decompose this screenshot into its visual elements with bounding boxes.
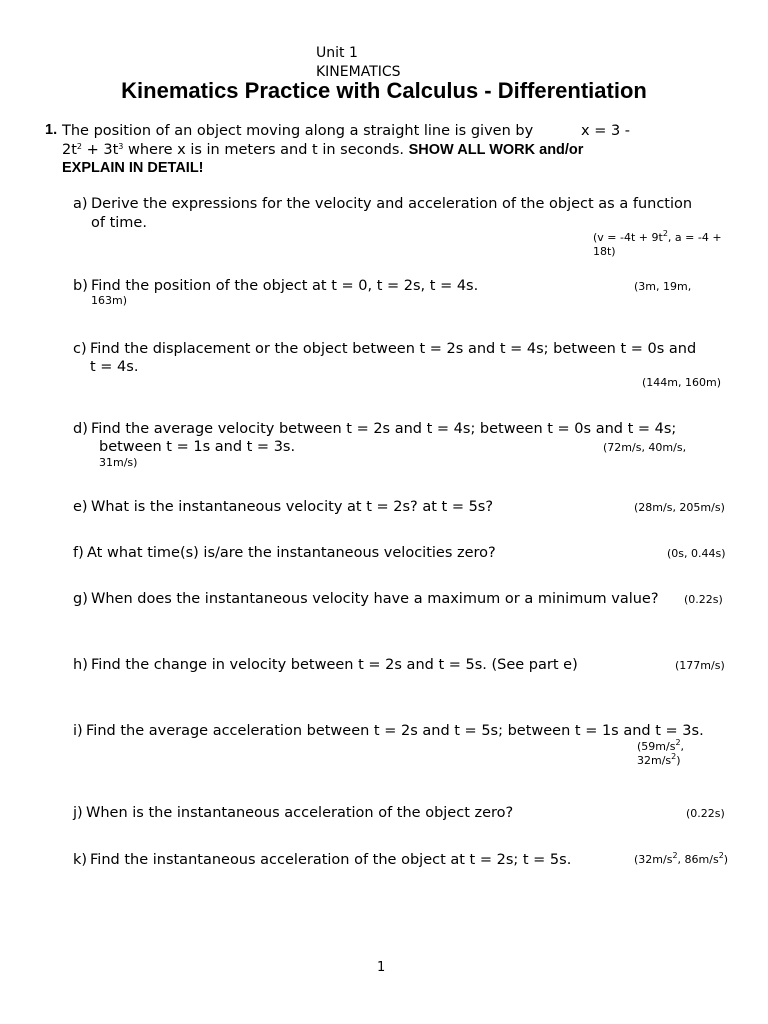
part-g-letter: g) — [73, 591, 88, 607]
part-e-letter: e) — [73, 499, 88, 515]
part-k-answer: ($32m/s^2$, $86m/s^2$) — [634, 851, 729, 866]
part-a-answer-line1: ($v = -4t + 9t^2$, a = -4 + — [593, 229, 722, 244]
part-e-answer: (28m/s, 205m/s) — [634, 501, 725, 514]
part-c-question-line2: t = 4s. — [90, 359, 139, 375]
part-g-answer: (0.22s) — [684, 593, 723, 606]
part-d-letter: d) — [73, 421, 88, 437]
part-e-question: What is the instantaneous velocity at t = 2s? at t = 5s? — [91, 499, 494, 515]
part-a-letter: a) — [73, 196, 88, 212]
part-i-answer-line1: ($59m/s^2$, — [637, 738, 685, 753]
part-k-letter: k) — [73, 852, 88, 868]
unit-label: Unit 1 — [316, 45, 358, 61]
part-f-letter: f) — [73, 545, 84, 561]
part-d-answer-line2: 31m/s) — [99, 456, 138, 469]
part-g-question: When does the instantaneous velocity have a maximum or a minimum value? — [91, 591, 659, 607]
part-h-question: Find the change in velocity between t = 2s and t = 5s. (See part e) — [91, 657, 578, 673]
part-b-answer-line1: (3m, 19m, — [634, 280, 692, 293]
part-a-question-line1: Derive the expressions for the velocity and acceleration of the object as a function — [91, 196, 693, 212]
page-number: 1 — [377, 960, 386, 975]
position-equation-start: x = 3 - — [581, 123, 631, 139]
part-c-question-line1: Find the displacement or the object between t = 2s and t = 4s; between t = 0s and — [90, 341, 697, 357]
problem-number: 1. — [45, 122, 58, 138]
part-j-letter: j) — [73, 805, 83, 821]
part-j-question: When is the instantaneous acceleration of the object zero? — [86, 805, 514, 821]
part-k-question: Find the instantaneous acceleration of the object at t = 2s; t = 5s. — [90, 852, 572, 868]
part-b-question: Find the position of the object at t = 0, t = 2s, t = 4s. — [91, 278, 479, 294]
part-b-answer-line2: 163m) — [91, 294, 128, 307]
part-a-question-line2: of time. — [91, 215, 147, 231]
part-i-answer-line2: $32m/s^2$) — [637, 752, 681, 767]
part-i-question: Find the average acceleration between t = 2s and t = 5s; between t = 1s and t = 3s. — [86, 723, 704, 739]
part-c-letter: c) — [73, 341, 87, 357]
part-j-answer: (0.22s) — [686, 807, 725, 820]
part-f-question: At what time(s) is/are the instantaneous velocities zero? — [87, 545, 496, 561]
part-i-letter: i) — [73, 723, 83, 739]
instruction-bold-2: EXPLAIN IN DETAIL! — [62, 160, 204, 176]
part-d-question-line1: Find the average velocity between t = 2s and t = 4s; between t = 0s and t = 4s; — [91, 421, 677, 437]
page-title: Kinematics Practice with Calculus - Differentiation — [121, 78, 647, 103]
problem-intro-line2: $2t^2 + 3t^3$ where x is in meters and t in seconds. SHOW ALL WORK and/or — [62, 142, 584, 158]
part-a-answer-line2: 18t) — [593, 245, 616, 258]
part-f-answer: (0s, 0.44s) — [667, 547, 726, 560]
part-c-answer: (144m, 160m) — [642, 376, 721, 389]
part-d-question-line2: between t = 1s and t = 3s. — [99, 439, 296, 455]
topic-label: KINEMATICS — [316, 64, 401, 80]
instruction-bold-1: SHOW ALL WORK and/or — [408, 142, 584, 158]
problem-intro-line1: The position of an object moving along a straight line is given by — [62, 123, 534, 139]
part-d-answer-line1: (72m/s, 40m/s, — [603, 441, 687, 454]
part-h-letter: h) — [73, 657, 88, 673]
part-h-answer: (177m/s) — [675, 659, 725, 672]
part-b-letter: b) — [73, 278, 88, 294]
